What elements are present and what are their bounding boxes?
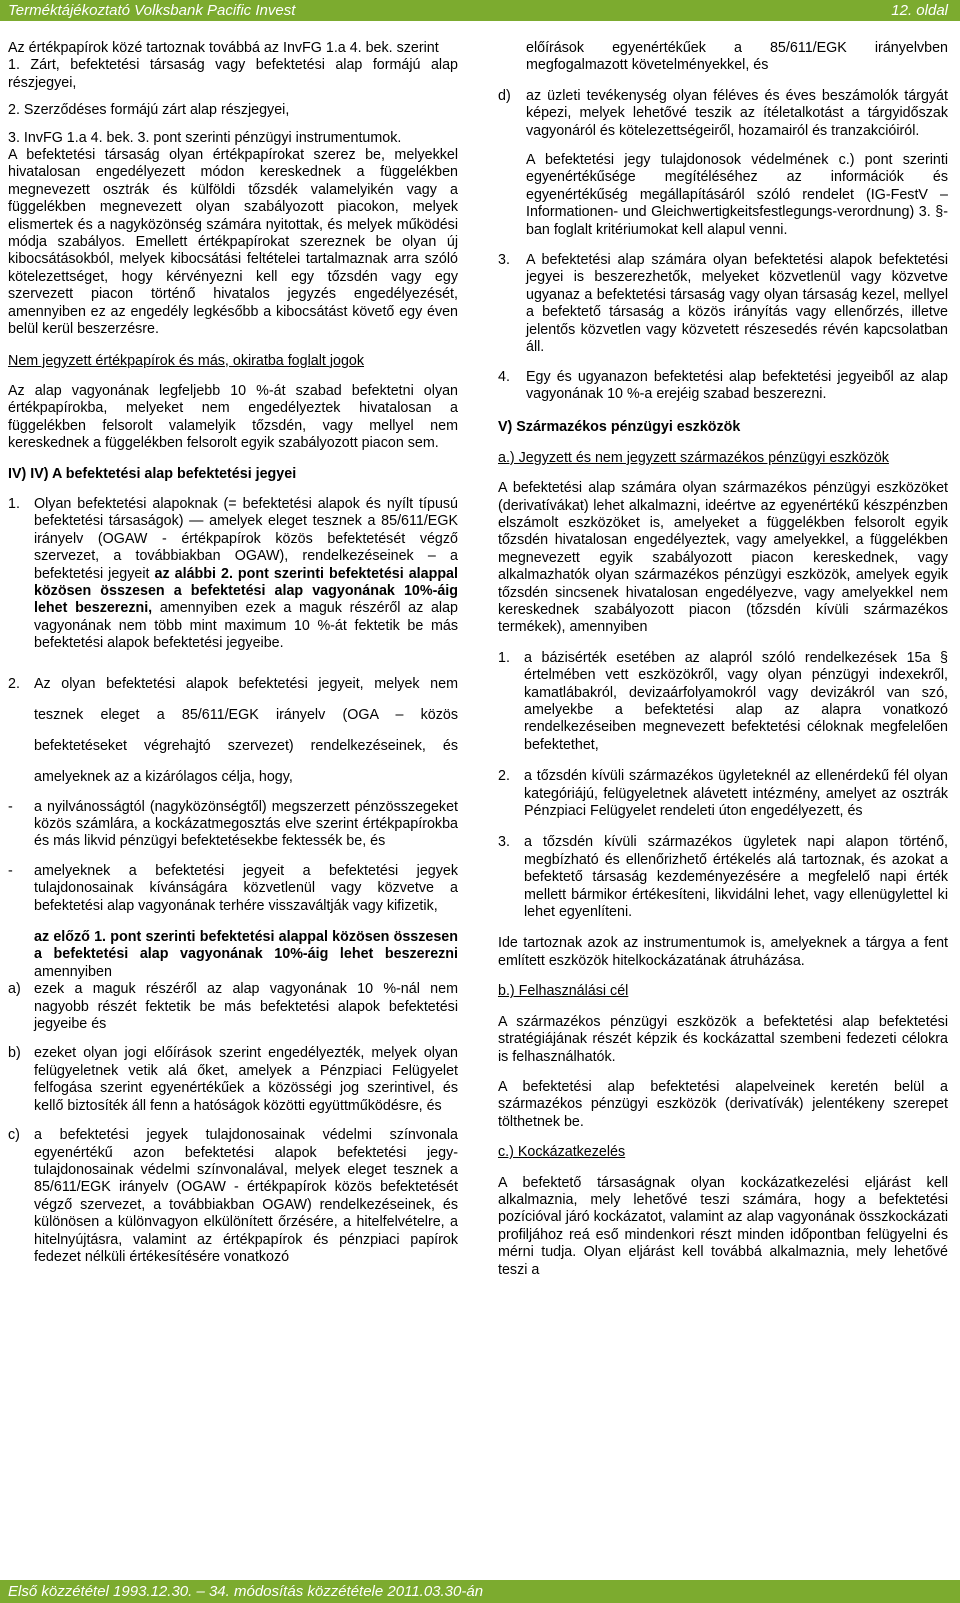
dash-bullet: - — [8, 798, 13, 815]
paragraph: Az alap vagyonának legfeljebb 10 %-át szabad befektetni olyan értékpapírokba, melyeket nem engedélyeztek hivatalosan a függelékben felsorolt valamelyik tőzsdén, vagy mellyel nem kereskednek a függelékben felsorolt egyik szabályozott piacon sem. — [8, 382, 458, 452]
letter-item — [8, 981, 458, 1033]
list-item — [498, 252, 948, 356]
item-text: a tőzsdén kívüli származékos ügyleteknél az ellenérdekű fél olyan kategóriájú, felügyeletnek alávetett intézmény, amelyet az osztrák Pénzpiaci Felügyelet rendeleti úton engedélyezett, és — [524, 768, 948, 820]
item-text: a tőzsdén kívüli származékos ügyletek napi alapon történő, megbízható és ellenőrizhető értékelés alá tartoznak, és azokat a befektető társaság kezdeményezésére a megfelelő napi érték mellett bármikor értékesíteni, likvidálni lehet, vagy ellenügylettel ki lehet egyenlíteni. — [524, 834, 948, 921]
item-number: 2. — [498, 768, 510, 785]
item-number: 3. — [498, 834, 510, 851]
item-number: 1. — [498, 649, 510, 666]
item-text: az üzleti tevékenység olyan féléves és éves beszámolók tárgyát képezi, melyek lehetővé teszik az ítéletalkotást a tárgyidőszak vagyonáról és kötelezettségeiről, hozamairól és tranzakcióiról. — [526, 87, 948, 139]
letter-item — [498, 88, 948, 140]
right-column — [498, 40, 948, 1292]
list-item — [8, 496, 458, 653]
item-number: 2. — [8, 675, 20, 692]
paragraph: A befektetési alap számára olyan származékos pénzügyi eszközöket (derivatívákat) lehet alkalmazni, ideértve az egyenértékű készpénzben elszámolt eszközöket is, amelyeket a függelékben felsorolt egyik tőzsdén hivatalosan engedélyeztek, vagy amelyekkel, a függelékben megnevezett egyik szabályozott piacon kereskednek, vagy alkalmazhatók olyan származékos pénzügyi eszközök, amelyek egyik tőzsdén sincsenek hivatalosan engedélyezve, vagy amelyekkel nem kereskednek szabályozott piacon (tőzsdén kívüli származékos termékek), amennyiben — [498, 480, 948, 636]
intro-item: 1. Zárt, befektetési társaság vagy befektetési alap formájú alap részjegyei, — [8, 57, 458, 91]
page-header — [0, 0, 960, 21]
paragraph: előírások egyenértékűek a 85/611/EGK irányelvben megfogalmazott követelményekkel, és — [526, 40, 948, 74]
section-heading: IV) IV) A befektetési alap befektetési jegyei — [8, 465, 297, 482]
letter-item — [8, 1045, 458, 1115]
item-text-part: amennyiben ezek a maguk részéről az alap vagyonának nem több mint maximum 10 %-át fektetik be más befektetési alapok befektetési jegyeibe. — [34, 600, 458, 652]
item-letter: b) — [8, 1045, 21, 1062]
page-number: 12. oldal — [891, 2, 948, 19]
item-letter: c) — [8, 1127, 20, 1144]
summary-tail: amennyiben — [34, 963, 112, 980]
list-item — [498, 650, 948, 754]
item-text-part: Olyan befektetési alapoknak (= befektetési alapok és nyílt típusú befektetési társaságok) — amelyek eleget tesznek a 85/611/EGK irányelv (OGAW - értékpapírok közös befektetését végző szervezet, a továbbiakban OGAW), rendelkezéseinek – a befektetési jegyeit — [34, 495, 458, 582]
document-title: Terméktájékoztató Volksbank Pacific Invest — [8, 2, 296, 19]
subsection-heading: c.) Kockázatkezelés — [498, 1144, 626, 1161]
item-text: amelyeknek a befektetési jegyeit a befektetési jegyek tulajdonosainak kívánságára közvetlenül vagy közvetve a befektetési alap vagyonának terhére visszaváltják vagy kifizetik, — [34, 862, 458, 914]
letter-item — [8, 1127, 458, 1266]
item-text — [34, 496, 458, 653]
item-text-bold: az alábbi 2. pont szerinti befektetési alappal közösen összesen a befektetési alap vagyonának 10%-áig lehet beszerezni, — [34, 565, 458, 617]
item-text: Az olyan befektetési alapok befektetési jegyeit, melyek nem tesznek eleget a 85/611/EGK irányelv (OGA – közös befektetéseket végrehajtó szervezet) rendelkezéseinek, és amelyeknek az a kizárólagos célja, hogy, — [34, 675, 458, 785]
item-text: ezek a maguk részéről az alap vagyonának 10 %-nál nem nagyobb részét fektetik be más befektetési alapok befektetési jegyeibe és — [34, 981, 458, 1033]
paragraph: A származékos pénzügyi eszközök a befektetési alap befektetési stratégiájának részét képzik és kockázattal szembeni fedezeti célokra is felhasználhatók. — [498, 1013, 948, 1065]
dash-bullet: - — [8, 862, 13, 879]
intro-item: 3. InvFG 1.a 4. bek. 3. pont szerinti pénzügyi instrumentumok. — [8, 129, 402, 146]
page-footer — [0, 1580, 960, 1603]
item-number: 1. — [8, 495, 20, 512]
paragraph: A befektetési alap befektetési alapelveinek keretén belül a származékos pénzügyi eszközök (derivatívák) jelentékeny szerepet tölthetnek be. — [498, 1078, 948, 1130]
intro-list — [8, 57, 458, 147]
item-number: 3. — [498, 252, 510, 269]
item-text: A befektetési alap számára olyan befektetési alapok befektetési jegyei is beszerezhetők, melyeket közvetlenül vagy közvetve ugyanaz a befektetési társaság vagy olyan társaság kezel, mellyel a befektető társaság a közös irányítás vagy ellenőrzés, illetve jelentős közvetlen vagy közvetett részesedés révén kapcsolatban áll. — [526, 252, 948, 356]
paragraph: A befektetési társaság olyan értékpapírokat szerez be, melyekkel hivatalosan engedélyezett módon kereskednek a függelékben megnevezett osztrák és külföldi tőzsdék valamelyikén vagy a függelékben megnevezett olyan szabályozott piacokon, melyek elismertek és a nagyközönség számára nyitottak, és melyek működési módja szabályos. Emellett értékpapírokat szereznek be olyan új kibocsátásokból, melyek kibocsátási feltételei tartalmaznak arra szóló kötelezettséget, hogy kérvényezni kell egy tőzsdén vagy egy szervezett piacon történő hivatalos jegyzés engedélyezését, amennyiben ez az engedély legkésőbb a kibocsátást követő egy éven belül kerül beszerzésre. — [8, 147, 458, 338]
subsection-heading: b.) Felhasználási cél — [498, 983, 629, 1000]
intro-item: 2. Szerződéses formájú zárt alap részjegyei, — [8, 102, 290, 119]
list-item — [498, 834, 948, 921]
subsection-heading: a.) Jegyzett és nem jegyzett származékos pénzügyi eszközök — [498, 449, 889, 466]
section-heading: Nem jegyzett értékpapírok és más, okiratba foglalt jogok — [8, 352, 365, 369]
paragraph: A befektetési jegy tulajdonosok védelmének c.) pont szerinti egyenértékűsége megítéléséhez az információk és egyenértékűség megállapításáról szóló rendelet (IG-FestV – Informationen- und Gleichwertigkeitsfestlegungs-verordnung) 3. §-ban foglalt kritériumokat kell alapul venni. — [526, 152, 948, 238]
list-item — [8, 669, 458, 793]
section-heading: V) Származékos pénzügyi eszközök — [498, 419, 741, 436]
left-column — [8, 40, 458, 1278]
item-text: a bázisérték esetében az alapról szóló rendelkezések 15a § értelmében vett eszközökről, vagy olyan pénzügyi indexekről, kamatlábakról, devizaárfolyamokról vagy devizákról van szó, amelyekbe a befektetési alap az alapra vonatkozó rendelkezéseiben megnevezett befektetési céloknak megfelelően befektethet, — [524, 649, 948, 753]
summary-bold: az előző 1. pont szerinti befektetési alappal közösen összesen a befektetési alap vagyonának 10%-áig lehet beszerezni — [34, 929, 458, 963]
item-letter: a) — [8, 981, 21, 998]
item-text: Egy és ugyanazon befektetési alap befektetési jegyeiből az alap vagyonának 10 %-a erejéig szabad beszerezni. — [526, 368, 948, 402]
item-text: ezeket olyan jogi előírások szerint engedélyezték, melyek olyan felügyeletnek vetik alá őket, amelyek a Pénzpiaci Felügyelet felfogása szerint egyenértékűek a közösségi jog szerintivel, és kellő biztosíték áll fenn a hatóságok közötti együttműködésre, és — [34, 1045, 458, 1114]
list-item — [498, 768, 948, 820]
dash-item — [8, 799, 458, 851]
item-letter: d) — [498, 87, 511, 104]
dash-item — [8, 863, 458, 915]
summary-paragraph — [8, 929, 458, 981]
item-number: 4. — [498, 368, 510, 385]
publication-info: Első közzététel 1993.12.30. – 34. módosítás közzététele 2011.03.30-án — [8, 1583, 484, 1600]
intro-text: Az értékpapírok közé tartoznak továbbá az InvFG 1.a 4. bek. szerint — [8, 40, 439, 56]
item-text: a nyilvánosságtól (nagyközönségtől) megszerzett pénzösszegeket közös számlára, a kockázatmegosztás elve szerint értékpapírokba és más likvid pénzügyi befektetésekbe fektessék be, és — [34, 798, 458, 850]
list-item — [498, 369, 948, 404]
item-text: a befektetési jegyek tulajdonosainak védelmi színvonala egyenértékű azon befektetési alapok befektetési jegy-tulajdonosainak védelmi színvonalával, melyek eleget tesznek a 85/611/EGK irányelv (OGAW - értékpapírok közös befektetését végző szervezet, a továbbiakban OGAW) rendelkezéseinek, és különösen a különvagyon elkülönített őrzésére, a hitelfelvételre, a hitelnyújtásra, valamint az értékpapírok és pénzpiaci papírok fedezet nélküli értékesítésére vonatkozó — [34, 1127, 458, 1265]
paragraph: A befektető társaságnak olyan kockázatkezelési eljárást kell alkalmaznia, mely lehetővé teszi számára, hogy a befektetési pozícióval járó kockázatot, valamint az alap vagyonának összkockázati profiljához reá eső mindenkori részt minden időpontban felügyelni és mérni tudja. Olyan eljárást kell továbbá alkalmaznia, mely lehetővé teszi a — [498, 1174, 948, 1278]
paragraph: Ide tartoznak azok az instrumentumok is, amelyeknek a tárgya a fent említett eszközök hitelkockázatának átruházása. — [498, 935, 948, 969]
